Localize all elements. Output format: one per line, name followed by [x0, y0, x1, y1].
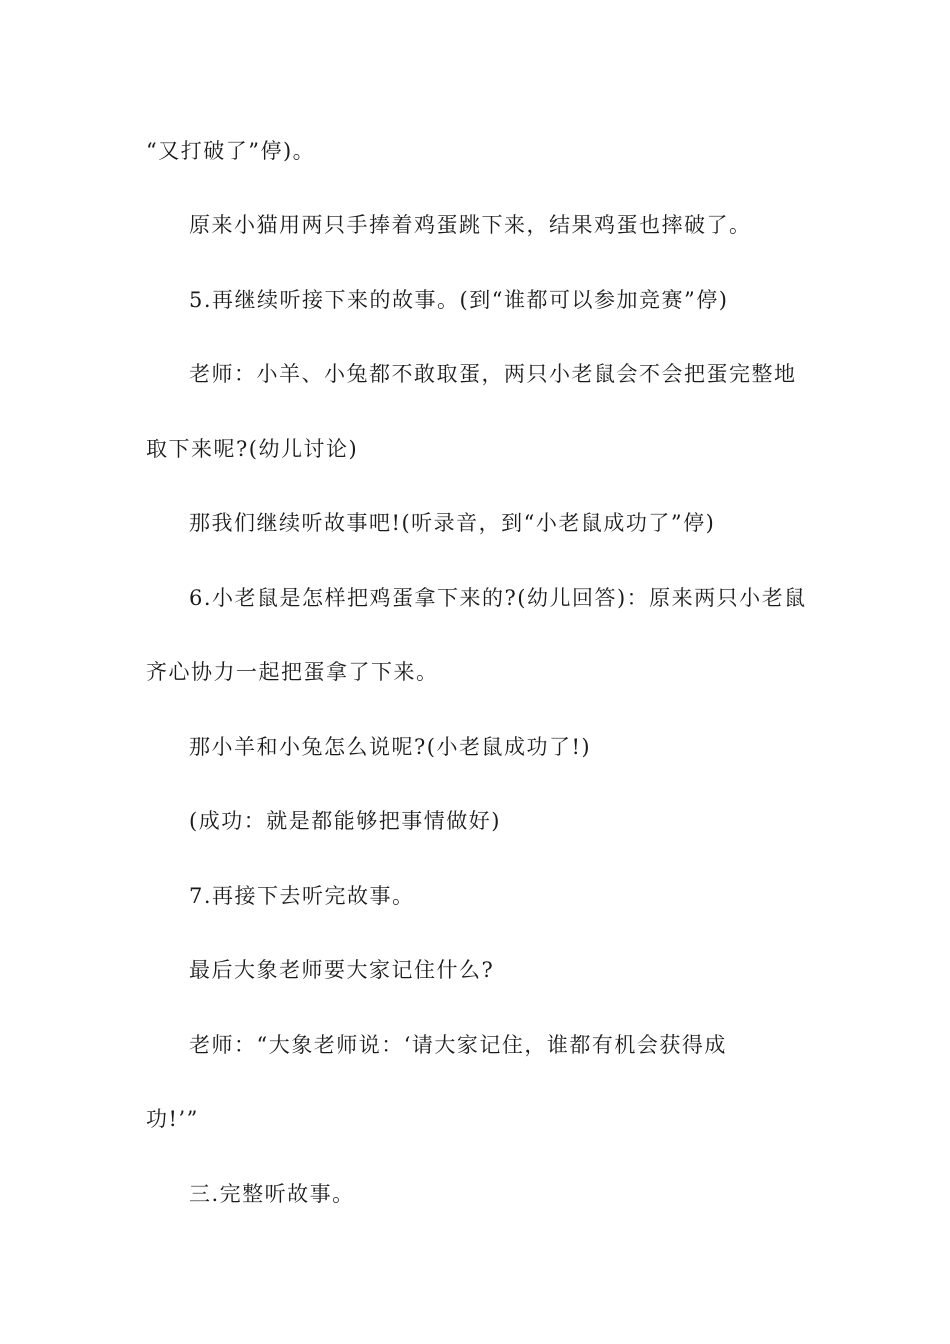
- text-line-11: 7.再接下去听完故事。: [189, 884, 415, 908]
- text-line-13: 老师：“大象老师说：‘请大家记住，谁都有机会获得成: [189, 1033, 727, 1057]
- text-line-7: 6.小老鼠是怎样把鸡蛋拿下来的?(幼儿回答)：原来两只小老鼠: [189, 586, 807, 610]
- text-line-9: 那小羊和小兔怎么说呢?(小老鼠成功了!): [189, 735, 592, 759]
- text-line-1: “又打破了”停)。: [146, 139, 316, 163]
- text-line-8: 齐心协力一起把蛋拿了下来。: [146, 660, 439, 684]
- text-line-5: 取下来呢?(幼儿讨论): [146, 437, 359, 461]
- text-line-10: (成功：就是都能够把事情做好): [189, 809, 501, 833]
- text-line-6: 那我们继续听故事吧!(听录音，到“小老鼠成功了”停): [189, 511, 716, 535]
- text-line-3: 5.再继续听接下来的故事。(到“谁都可以参加竞赛”停): [189, 288, 729, 312]
- text-line-12: 最后大象老师要大家记住什么?: [189, 958, 495, 982]
- text-line-15: 三.完整听故事。: [189, 1182, 355, 1206]
- text-line-14: 功!’”: [146, 1107, 199, 1131]
- text-line-2: 原来小猫用两只手捧着鸡蛋跳下来，结果鸡蛋也摔破了。: [189, 213, 752, 237]
- text-line-4: 老师：小羊、小兔都不敢取蛋，两只小老鼠会不会把蛋完整地: [189, 362, 797, 386]
